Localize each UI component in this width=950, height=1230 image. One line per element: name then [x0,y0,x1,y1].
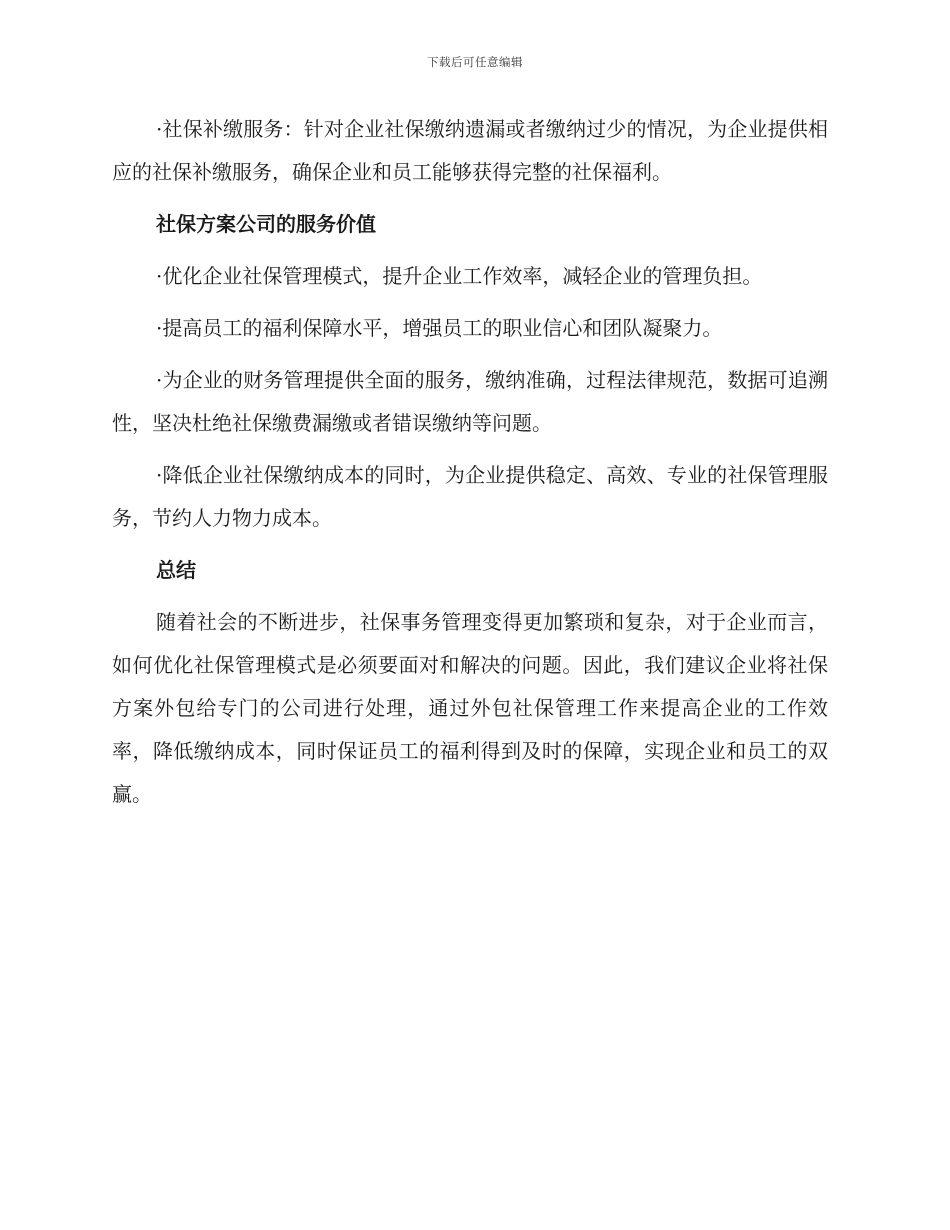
heading-summary: 总结 [156,558,196,582]
paragraph-reduce-cost: ·降低企业社保缴纳成本的同时，为企业提供稳定、高效、专业的社保管理服务，节约人力物力成本。 [112,463,828,530]
header-note: 下载后可任意编辑 [427,55,523,69]
paragraph-optimize-management: ·优化企业社保管理模式，提升企业工作效率，减轻企业的管理负担。 [156,264,763,288]
heading-service-value: 社保方案公司的服务价值 [156,212,376,236]
document-body [112,108,828,825]
paragraph-financial-management: ·为企业的财务管理提供全面的服务，缴纳准确，过程法律规范，数据可追溯性，坚决杜绝社保缴费漏缴或者错误缴纳等问题。 [112,368,828,435]
paragraph-social-insurance-makeup: ·社保补缴服务：针对企业社保缴纳遗漏或者缴纳过少的情况，为企业提供相应的社保补缴服务，确保企业和员工能够获得完整的社保福利。 [112,117,828,184]
paragraph-summary: 随着社会的不断进步，社保事务管理变得更加繁琐和复杂，对于企业而言，如何优化社保管理模式是必须要面对和解决的问题。因此，我们建议企业将社保方案外包给专门的公司进行处理，通过外包社保管理工作来提高企业的工作效率，降低缴纳成本，同时保证员工的福利得到及时的保障，实现企业和员工的双赢。 [112,610,828,806]
paragraph-employee-welfare: ·提高员工的福利保障水平，增强员工的职业信心和团队凝聚力。 [156,316,723,340]
